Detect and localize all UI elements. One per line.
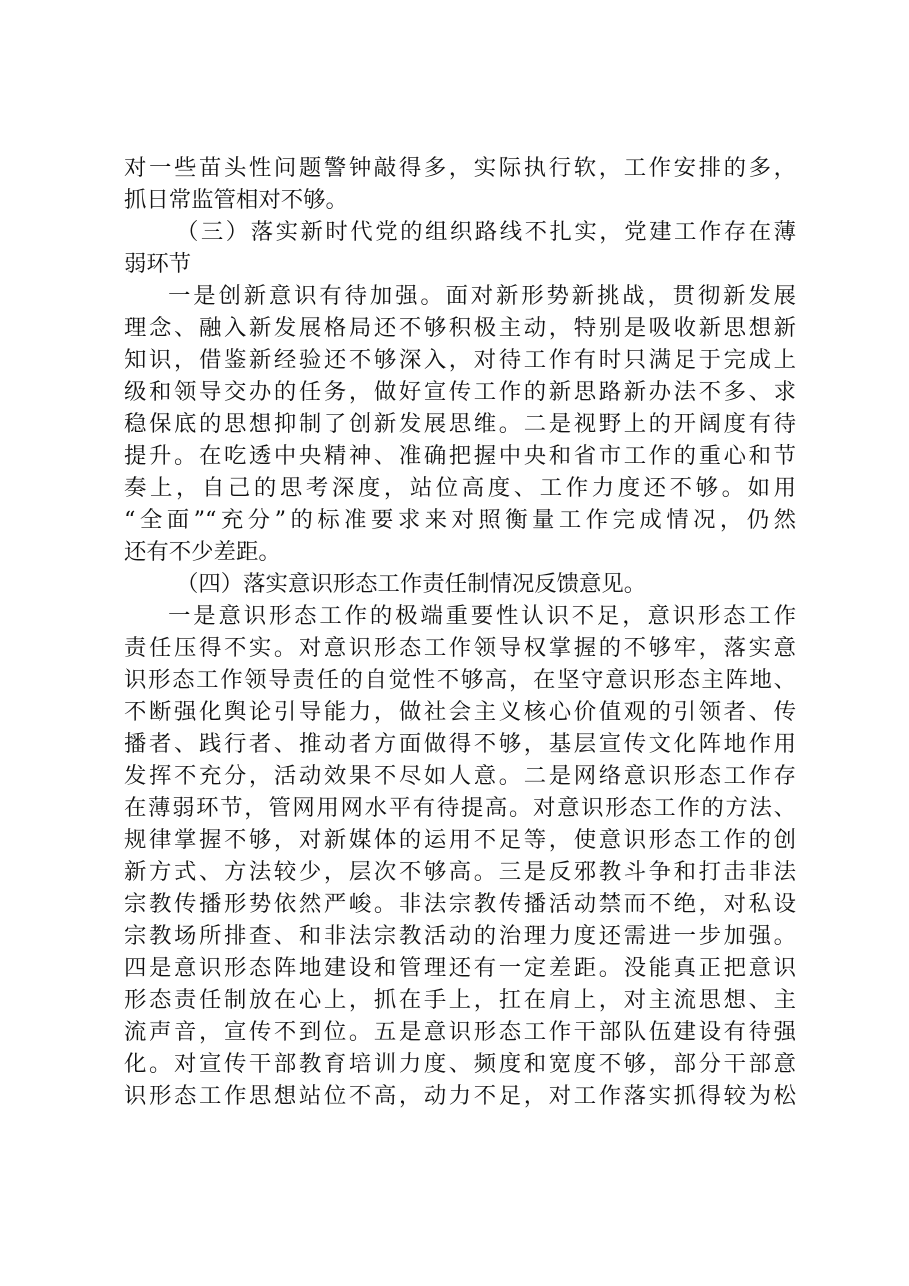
section-heading-4 [124,568,796,600]
text-line: “全面”“充分”的标准要求来对照衡量工作完成情况，仍然 [124,507,796,533]
heading-line: （四）落实意识形态工作责任制情况反馈意见。 [176,571,647,597]
text-line: 形态责任制放在心上，抓在手上，扛在肩上，对主流思想、主 [124,987,796,1013]
text-line: 稳保底的思想抑制了创新发展思维。二是视野上的开阔度有待 [124,411,796,437]
text-line: 宗教场所排查、和非法宗教活动的治理力度还需进一步加强。 [124,923,796,949]
text-line: 识形态工作领导责任的自觉性不够高，在坚守意识形态主阵地、 [124,667,796,693]
text-line: 宗教传播形势依然严峻。非法宗教传播活动禁而不绝，对私设 [124,891,796,917]
text-line: 责任压得不实。对意识形态工作领导权掌握的不够牢，落实意 [124,635,796,661]
text-line: 在薄弱环节，管网用网水平有待提高。对意识形态工作的方法、 [124,795,796,821]
text-line: 流声音，宣传不到位。五是意识形态工作干部队伍建设有待强 [124,1019,796,1045]
heading-line: 弱环节 [124,251,192,277]
text-line: 一是创新意识有待加强。面对新形势新挑战，贯彻新发展 [168,283,796,309]
text-line: 抓日常监管相对不够。 [124,187,348,213]
text-line: 发挥不充分，活动效果不尽如人意。二是网络意识形态工作存 [124,763,796,789]
paragraph-continuation [124,152,796,216]
text-line: 理念、融入新发展格局还不够积极主动，特别是吸收新思想新 [124,315,796,341]
text-line: 对一些苗头性问题警钟敲得多，实际执行软，工作安排的多， [124,155,796,181]
text-line: 级和领导交办的任务，做好宣传工作的新思路新办法不多、求 [124,379,796,405]
text-line: 奏上，自己的思考深度，站位高度、工作力度还不够。如用 [124,475,796,501]
text-line: 识形态工作思想站位不高，动力不足，对工作落实抓得较为松 [124,1083,796,1109]
text-line: 新方式、方法较少，层次不够高。三是反邪教斗争和打击非法 [124,859,796,885]
text-line: 播者、践行者、推动者方面做得不够，基层宣传文化阵地作用 [124,731,796,757]
text-line: 一是意识形态工作的极端重要性认识不足，意识形态工作 [168,603,796,629]
text-line: 四是意识形态阵地建设和管理还有一定差距。没能真正把意识 [124,955,796,981]
section-heading-3 [124,216,796,280]
text-line: 不断强化舆论引导能力，做社会主义核心价值观的引领者、传 [124,699,796,725]
text-line: 提升。在吃透中央精神、准确把握中央和省市工作的重心和节 [124,443,796,469]
paragraph-innovation [124,280,796,568]
heading-line: （三）落实新时代党的组织路线不扎实，党建工作存在薄 [176,219,796,245]
document-page [124,152,796,1112]
paragraph-ideology [124,600,796,1112]
text-line: 知识，借鉴新经验还不够深入，对待工作有时只满足于完成上 [124,347,796,373]
text-line: 规律掌握不够，对新媒体的运用不足等，使意识形态工作的创 [124,827,796,853]
text-line: 还有不少差距。 [124,539,281,565]
text-line: 化。对宣传干部教育培训力度、频度和宽度不够，部分干部意 [124,1051,796,1077]
